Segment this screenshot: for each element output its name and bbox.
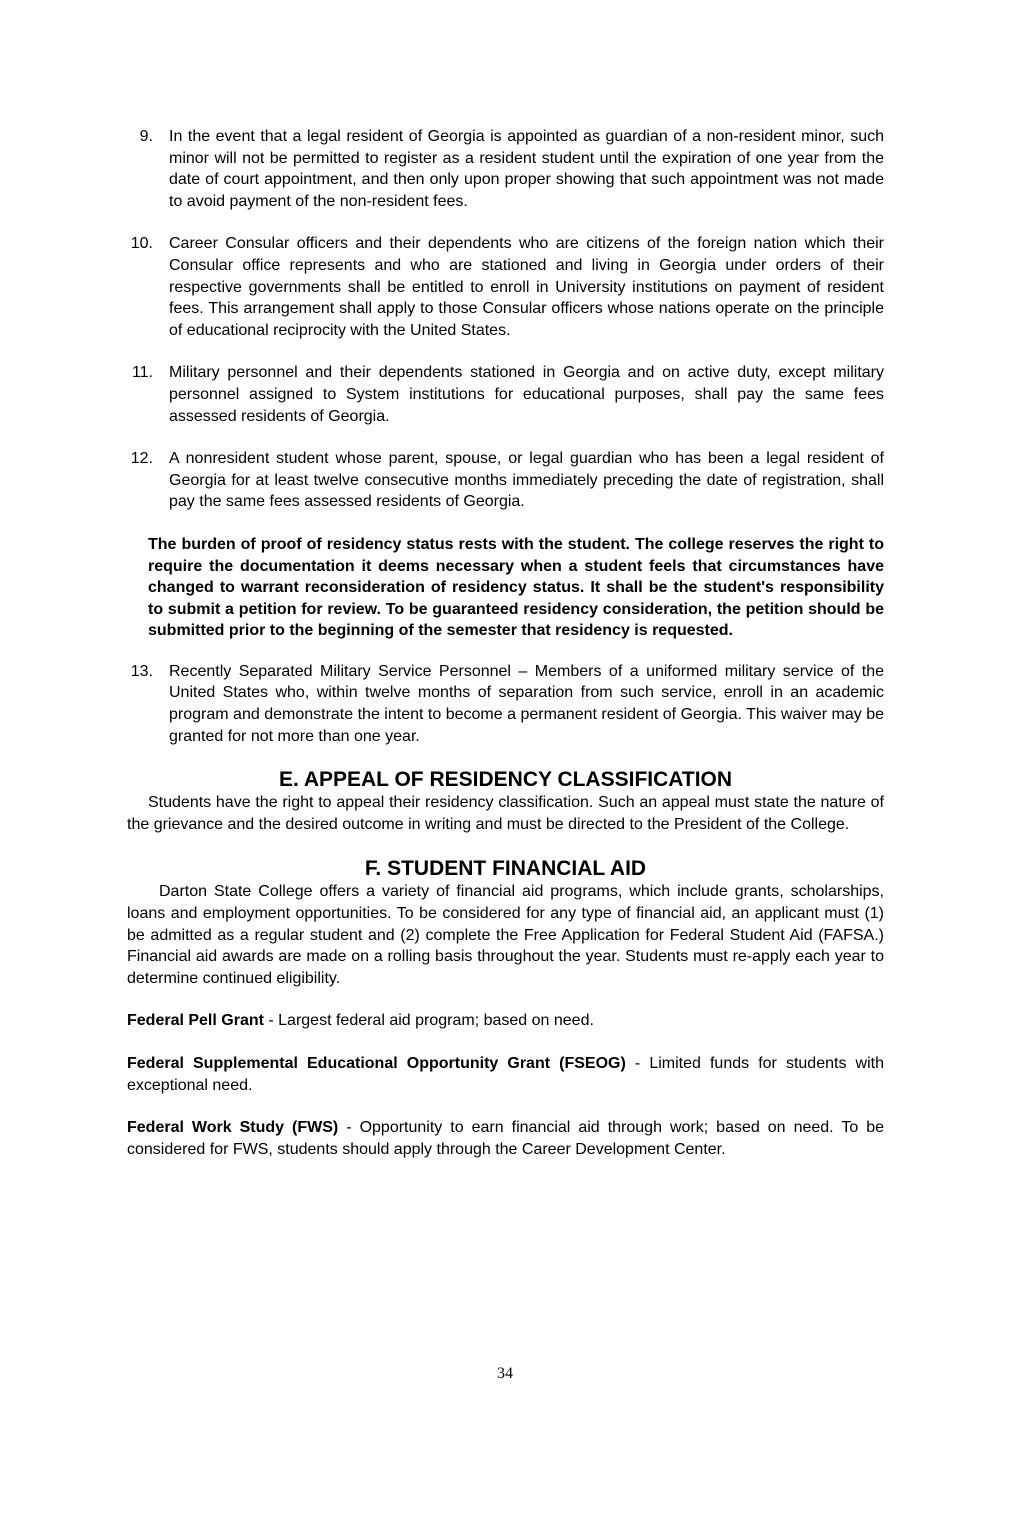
grant-name: Federal Pell Grant xyxy=(127,1012,264,1030)
grant-description: - Opportunity to earn financial aid through work; based on need. To be considered for FWS, students should apply through the Career Development Center. xyxy=(127,1119,885,1158)
list-item xyxy=(127,233,884,341)
grant-entry-fseog xyxy=(127,1053,884,1096)
section-heading-financial-aid: F. STUDENT FINANCIAL AID xyxy=(364,857,647,881)
financial-aid-paragraph: Darton State College offers a variety of financial aid programs, which include grants, scholarships, loans and employment opportunities. To be considered for any type of financial aid, an applicant must (1) be admitted as a regular student and (2) complete the Free Application for Federal Student Aid (FAFSA.) Financial aid awards are made on a rolling basis throughout the year. Students must re-apply each year to determine continued eligibility. xyxy=(127,883,884,987)
burden-of-proof-note: The burden of proof of residency status rests with the student. The college reserves the right to require the documentation it deems necessary when a student feels that circumstances have changed to warrant reconsideration of residency status. It shall be the student's responsibility to submit a petition for review. To be guaranteed residency consideration, the petition should be submitted prior to the beginning of the semester that residency is requested. xyxy=(148,535,884,640)
list-item-text: In the event that a legal resident of Georgia is appointed as guardian of a non-resident minor, such minor will not be permitted to register as a resident student until the expiration of one year from the date of court appointment, and then only upon proper showing that such appointment was not made to avoid payment of the non-resident fees. xyxy=(169,128,884,210)
list-item xyxy=(127,448,884,513)
list-item-number: 12. xyxy=(130,450,153,468)
grant-entry-fws xyxy=(127,1117,884,1160)
page-number: 34 xyxy=(497,1365,513,1382)
document-page xyxy=(127,126,884,1160)
grant-name: Federal Work Study (FWS) xyxy=(127,1119,339,1137)
grant-description: - Limited funds for students with exceptional need. xyxy=(127,1055,884,1094)
list-item-text: Military personnel and their dependents stationed in Georgia and on active duty, except military personnel assigned to System institutions for educational purposes, shall pay the same fees assessed residents of Georgia. xyxy=(169,364,884,425)
list-item-text: Recently Separated Military Service Personnel – Members of a uniformed military service of the United States who, within twelve months of separation from such service, enroll in an academic program and demonstrate the intent to become a permanent resident of Georgia. This waiver may be granted for not more than one year. xyxy=(169,662,884,745)
list-item xyxy=(127,661,884,747)
list-item-text: A nonresident student whose parent, spouse, or legal guardian who has been a legal resident of Georgia for at least twelve consecutive months immediately preceding the date of registration, shall pay the same fees assessed residents of Georgia. xyxy=(169,450,884,511)
list-item xyxy=(127,362,884,427)
grant-description: - Largest federal aid program; based on need. xyxy=(263,1012,594,1030)
appeal-paragraph: Students have the right to appeal their residency classification. Such an appeal must state the nature of the grievance and the desired outcome in writing and must be directed to the President of the College. xyxy=(127,794,884,833)
section-heading-appeal: E. APPEAL OF RESIDENCY CLASSIFICATION xyxy=(278,768,733,792)
list-item-number: 9. xyxy=(139,128,153,145)
list-item-number: 10. xyxy=(130,235,153,253)
list-item-text: Career Consular officers and their dependents who are citizens of the foreign nation which their Consular office represents and who are stationed and living in Georgia under orders of their respective governments shall be entitled to enroll in University institutions on payment of resident fees. This arrangement shall apply to those Consular officers whose nations operate on the principle of educational reciprocity with the United States. xyxy=(169,235,884,339)
list-item xyxy=(127,126,884,212)
list-item-number: 13. xyxy=(130,662,153,680)
grant-name: Federal Supplemental Educational Opportunity Grant (FSEOG) xyxy=(127,1055,626,1072)
list-item-number: 11. xyxy=(131,364,153,382)
grant-entry-pell xyxy=(127,1010,884,1032)
